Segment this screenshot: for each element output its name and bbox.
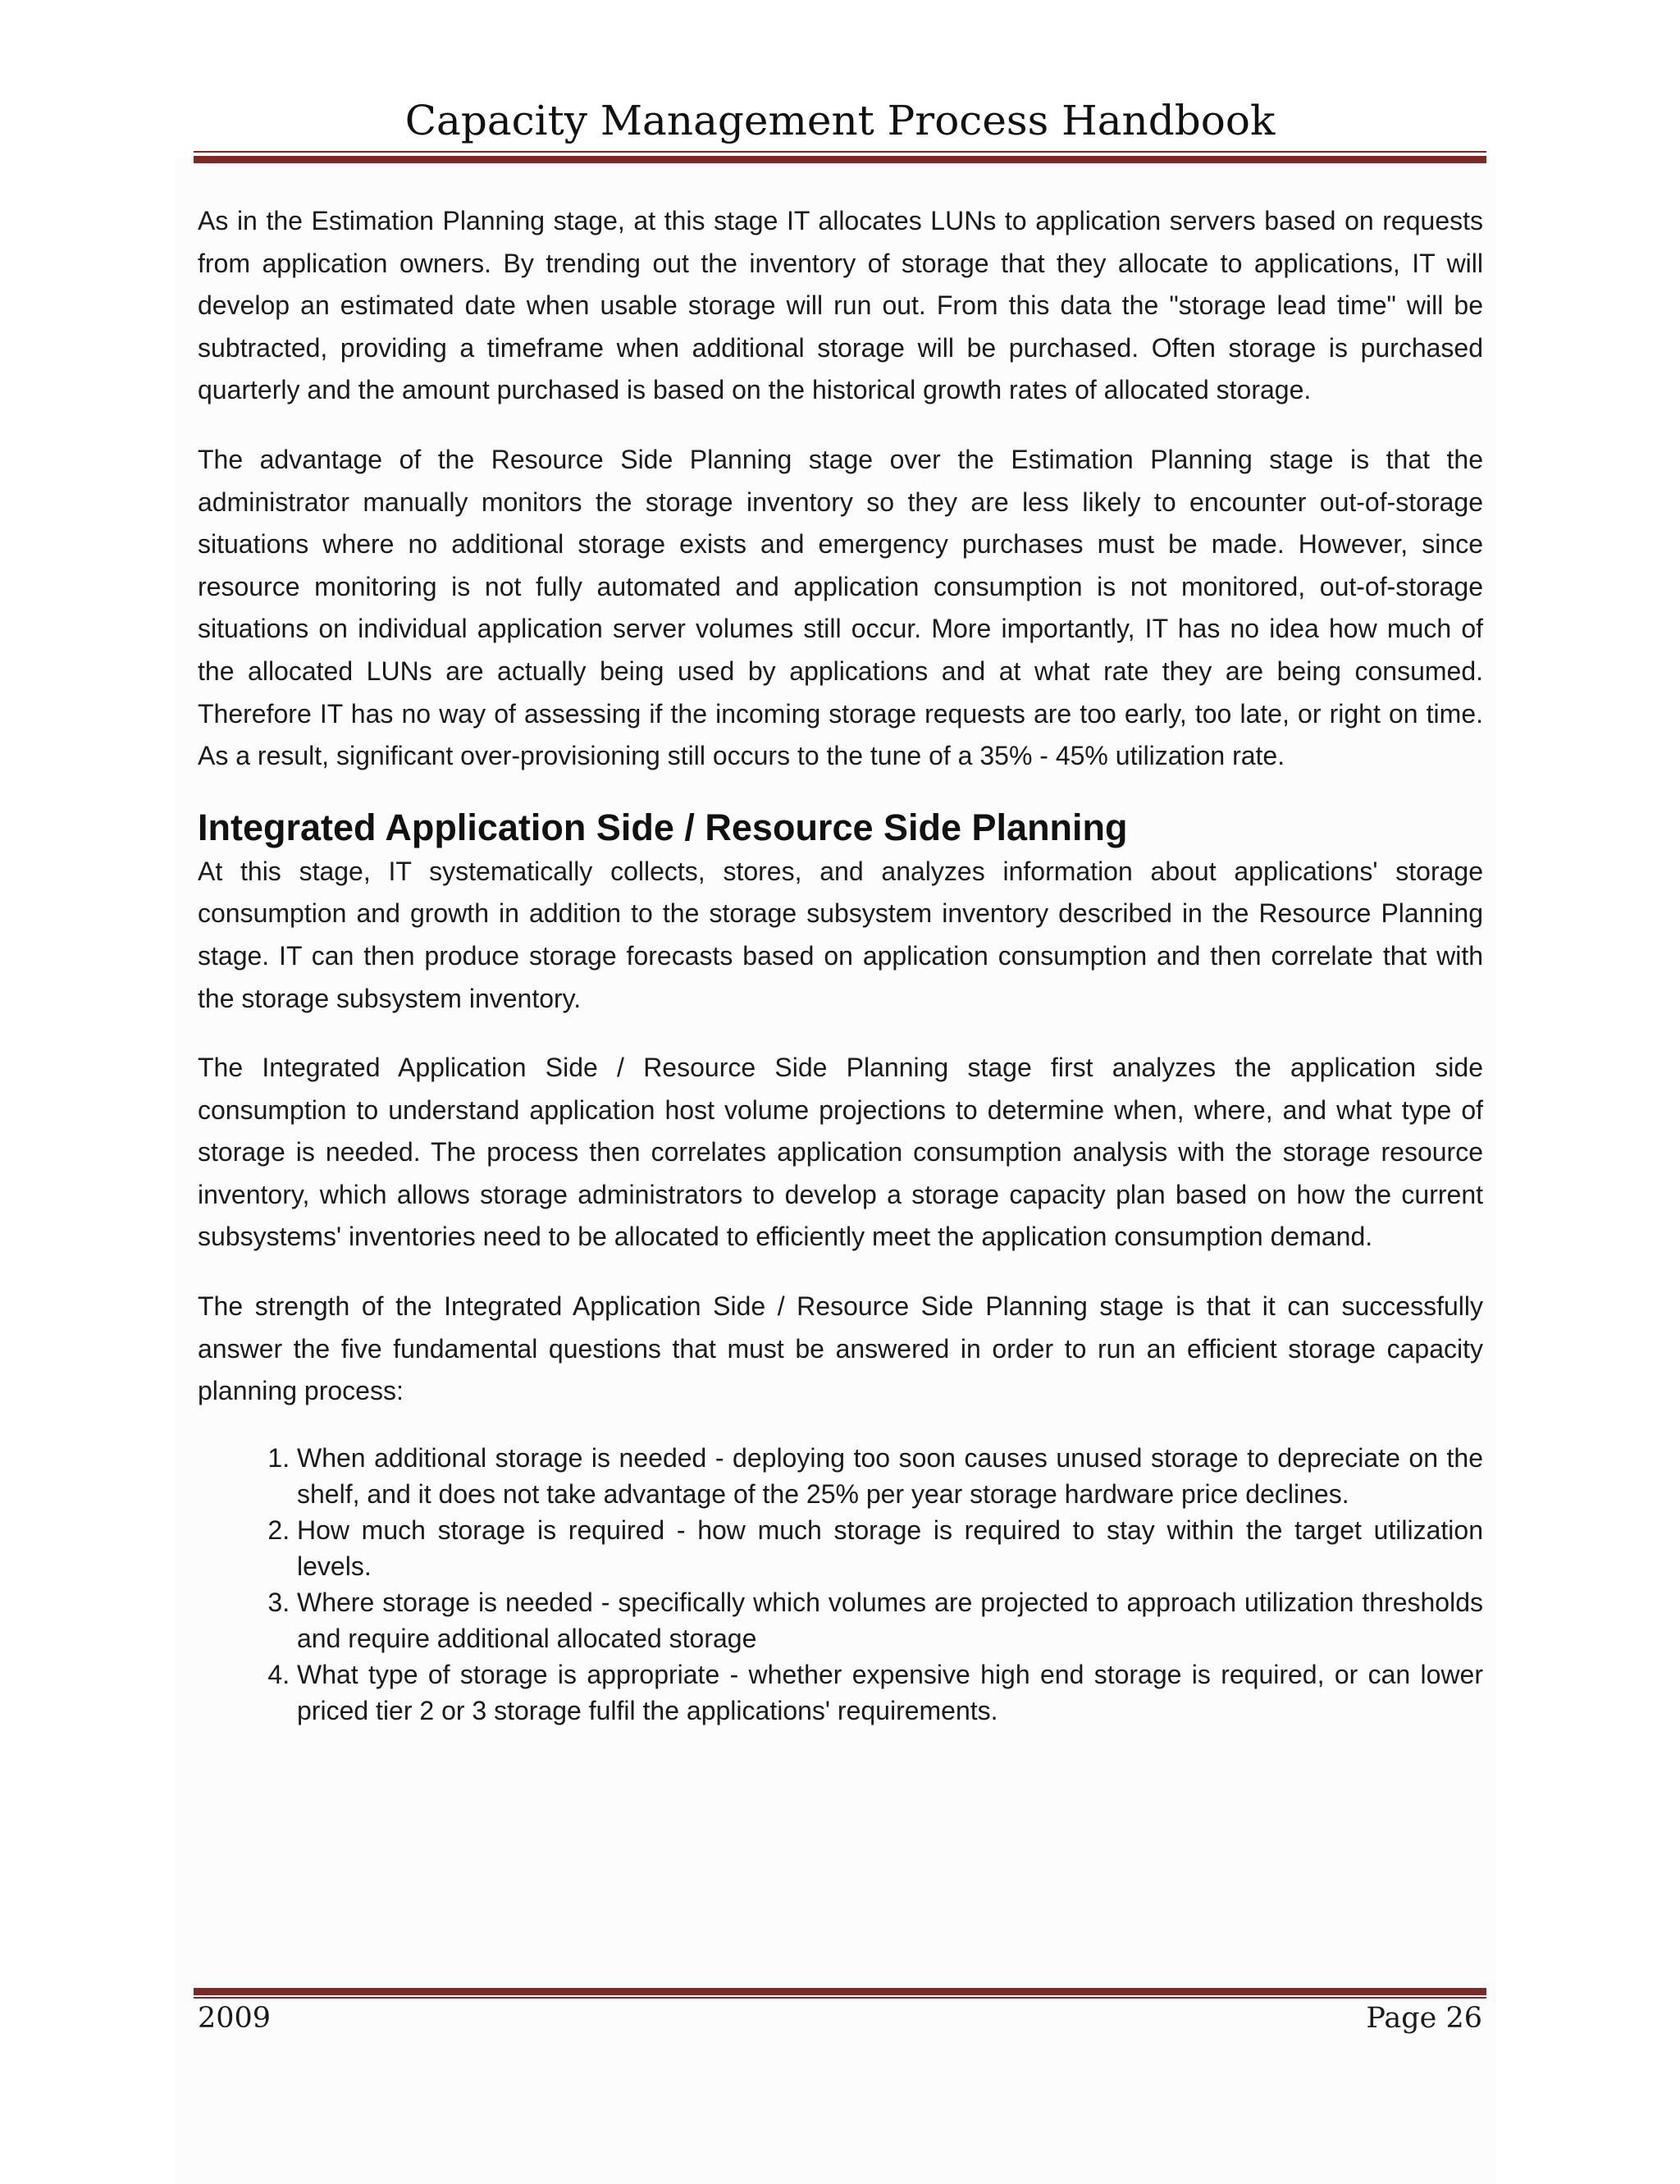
list-item-how-much: 2. How much storage is required - how much storage is required to stay within the target utilization levels. [297,1512,1483,1584]
paragraph-advantage: The advantage of the Resource Side Planning stage over the Estimation Planning stage is that the administrator manually monitors the storage inventory so they are less likely to encounter out-of-storage situations where no additional storage exists and emergency purchases must be made. However, since resource monitoring is not fully automated and application consumption is not monitored, out-of-storage situations on individual application server volumes still occur. More importantly, IT has no idea how much of the allocated LUNs are actually being used by applications and at what rate they are being consumed. Therefore IT has no way of assessing if the incoming storage requests are too early, too late, or right on time. As a result, significant over-provisioning still occurs to the tune of a 35% - 45% utilization rate. [198,444,1483,771]
list-item-what-type: 4. What type of storage is appropriate - whether expensive high end storage is required, or can lower priced tier 2 or 3 storage fulfil the applications' requirements. [297,1656,1483,1729]
footer-rule-thick [194,1988,1486,1995]
section-heading: Integrated Application Side / Resource Side Planning [198,806,1128,848]
footer-rule-thin [194,1997,1486,1999]
footer-page-number: Page 26 [1366,2002,1482,2035]
body-text [198,200,1483,1729]
questions-list [198,1440,1483,1729]
paragraph-luns: As in the Estimation Planning stage, at this stage IT allocates LUNs to application servers based on requests from application owners. By trending out the inventory of storage that they allocate to applications, IT will develop an estimated date when usable storage will run out. From this data the "storage lead time" will be subtracted, providing a timeframe when additional storage will be purchased. Often storage is purchased quarterly and the amount purchased is based on the historical growth rates of allocated storage. [198,206,1483,405]
list-item-when: 1. When additional storage is needed - deploying too soon causes unused storage to depreciate on the shelf, and it does not take advantage of the 25% per year storage hardware price declines. [297,1440,1483,1512]
footer-year: 2009 [198,2002,272,2035]
header-title: Capacity Management Process Handbook [404,97,1276,144]
header-rule-thick [194,156,1486,163]
paragraph-integrated-stage: At this stage, IT systematically collects, stores, and analyzes information about applications' storage consumption and growth in addition to the storage subsystem inventory described in the Resource Planning stage. IT can then produce storage forecasts based on application consumption and then correlate that with the storage subsystem inventory. [198,856,1483,1013]
paragraph-strength: The strength of the Integrated Application Side / Resource Side Planning stage is that it can successfully answer the five fundamental questions that must be answered in order to run an efficient storage capacity planning process: [198,1291,1483,1406]
list-item-where: 3. Where storage is needed - specifically which volumes are projected to approach utilization thresholds and require additional allocated storage [297,1584,1483,1656]
header-rule-thin [194,151,1486,153]
paragraph-integrated-analysis: The Integrated Application Side / Resource Side Planning stage first analyzes the application side consumption to understand application host volume projections to determine when, where, and what type of storage is needed. The process then correlates application consumption analysis with the storage resource inventory, which allows storage administrators to develop a storage capacity plan based on how the current subsystems' inventories need to be allocated to efficiently meet the application consumption demand. [198,1053,1483,1252]
